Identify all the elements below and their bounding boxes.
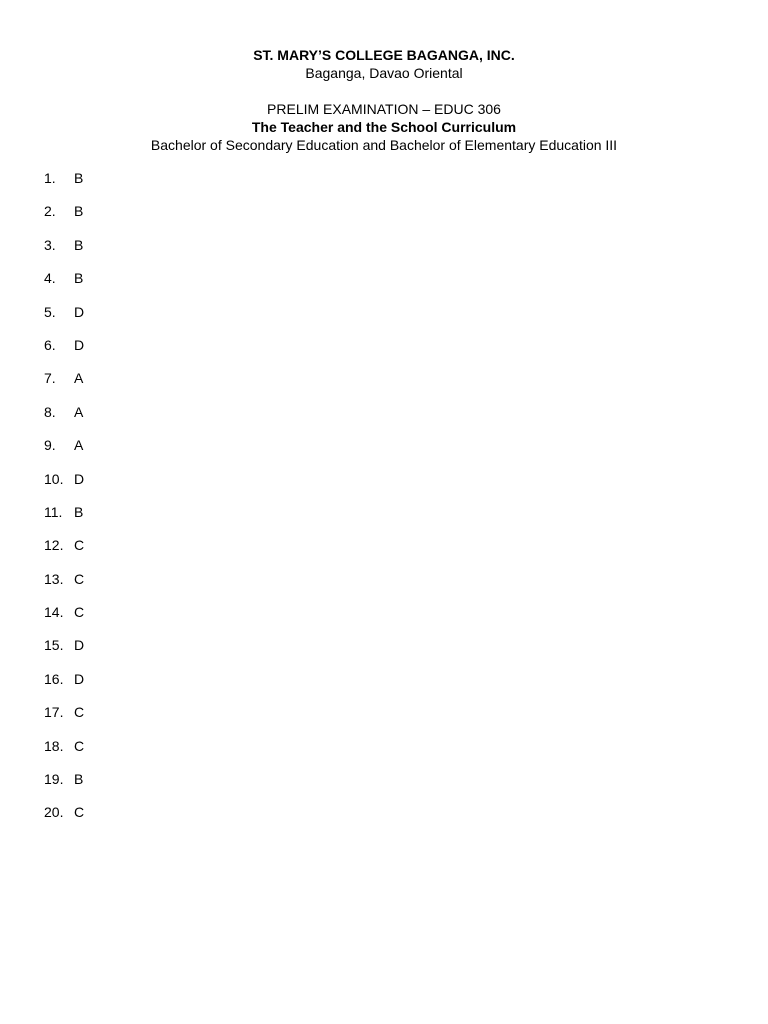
answer-number: 17. [44,704,64,721]
answer-letter: C [74,604,85,621]
answer-number: 12. [44,537,64,554]
answer-item [44,670,84,703]
answer-item [44,269,84,302]
answer-item [44,470,84,503]
answer-item [44,703,84,736]
answer-key-list [44,169,84,837]
document-header [0,46,768,154]
answer-item [44,737,84,770]
answer-number: 6. [44,336,56,353]
answer-item [44,636,84,669]
answer-number: 7. [44,370,56,387]
answer-item [44,236,84,269]
program-name: Bachelor of Secondary Education and Bachelor of Elementary Education III [150,137,618,153]
answer-number: 4. [44,270,56,287]
answer-number: 9. [44,437,56,454]
answer-item [44,603,84,636]
answer-number: 1. [44,170,56,186]
answer-item [44,570,84,603]
institution-name: ST. MARY’S COLLEGE BAGANGA, INC. [253,47,515,63]
answer-number: 14. [44,604,64,621]
answer-number: 13. [44,570,64,587]
answer-item [44,303,84,336]
answer-item [44,403,84,436]
answer-number: 20. [44,804,64,821]
course-title: The Teacher and the School Curriculum [251,119,517,135]
answer-item [44,202,84,235]
answer-letter: C [74,737,85,754]
answer-number: 3. [44,236,56,253]
answer-letter: A [74,403,84,420]
answer-letter: B [74,236,84,253]
answer-number: 8. [44,403,56,420]
answer-letter: A [74,437,84,454]
answer-number: 18. [44,737,64,754]
answer-letter: A [74,370,84,387]
answer-number: 11. [44,503,63,520]
answer-letter: C [74,537,85,554]
answer-letter: C [74,704,85,721]
answer-item [44,436,84,469]
header-spacer [0,82,768,100]
answer-number: 10. [44,470,64,487]
answer-letter: D [74,303,85,320]
answer-number: 16. [44,670,64,687]
answer-number: 5. [44,303,56,320]
answer-item [44,336,84,369]
institution-location: Baganga, Davao Oriental [305,65,463,81]
answer-item [44,169,84,202]
answer-letter: C [74,804,85,821]
exam-title: PRELIM EXAMINATION – EDUC 306 [267,101,501,117]
answer-item [44,803,84,836]
answer-letter: B [74,203,84,220]
answer-letter: B [74,503,84,520]
answer-letter: B [74,771,84,788]
answer-item [44,369,84,402]
answer-number: 2. [44,203,56,220]
answer-letter: B [74,170,84,186]
answer-number: 19. [44,771,64,788]
answer-letter: D [74,637,85,654]
answer-letter: B [74,270,84,287]
answer-letter: D [74,670,85,687]
answer-item [44,503,84,536]
answer-letter: D [74,470,85,487]
answer-letter: D [74,336,85,353]
answer-item [44,536,84,569]
answer-number: 15. [44,637,64,654]
answer-letter: C [74,570,85,587]
answer-item [44,770,84,803]
